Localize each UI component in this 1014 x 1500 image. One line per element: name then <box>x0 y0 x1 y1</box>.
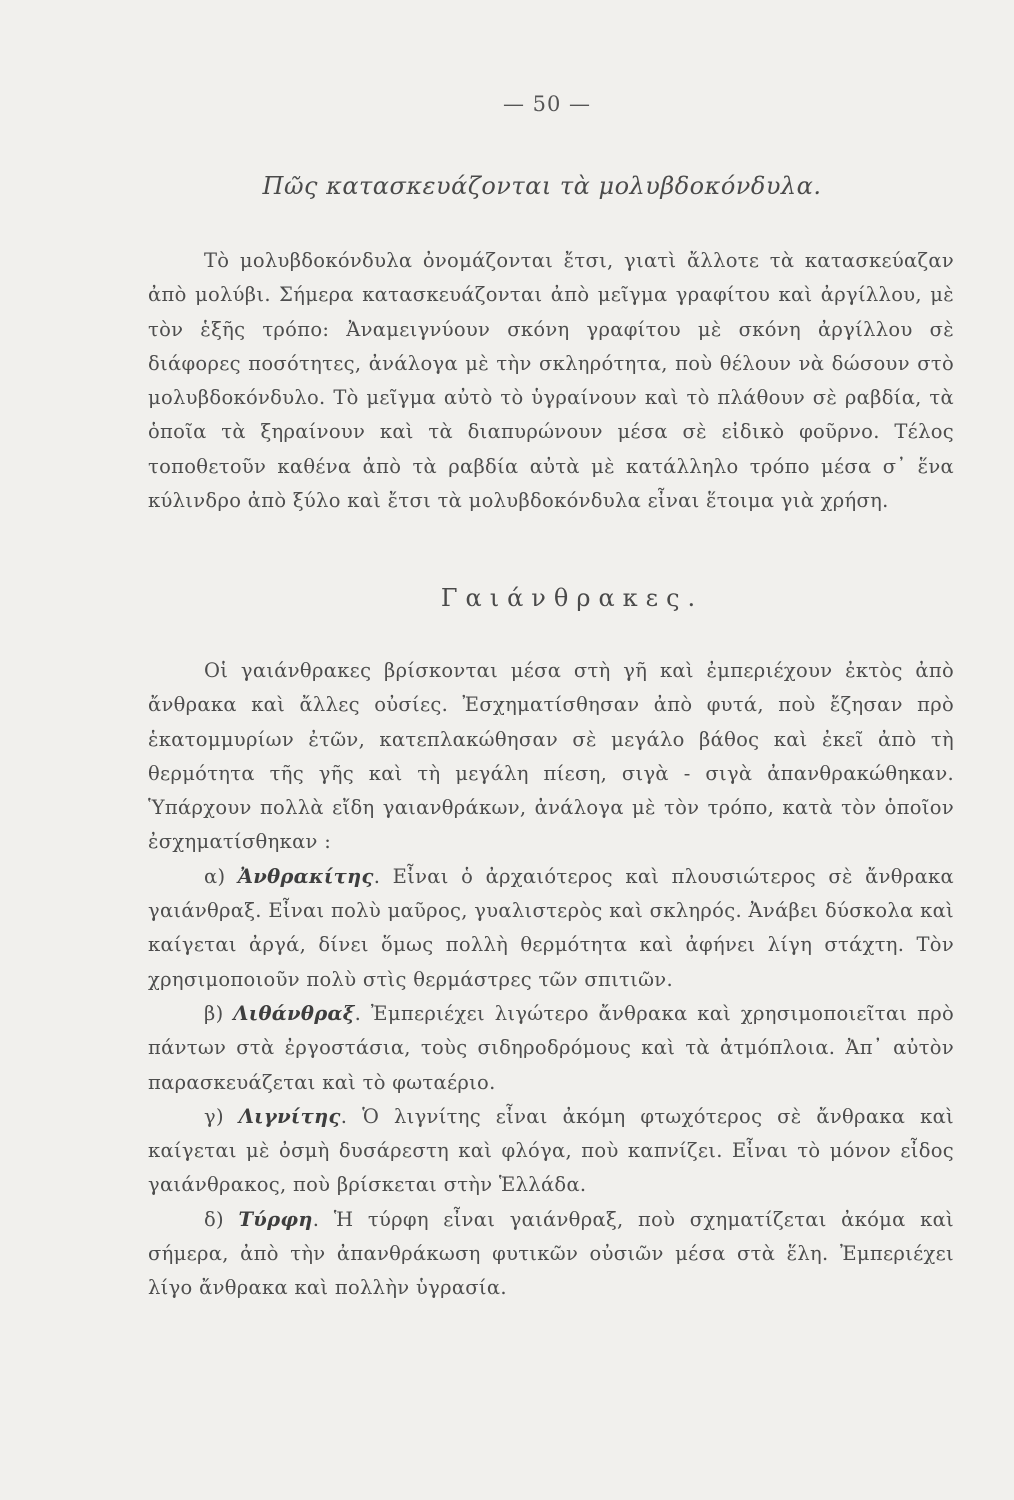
item-marker: δ) <box>204 1207 224 1231</box>
page-number: — 50 — <box>502 92 592 116</box>
section-text-block <box>148 654 954 1306</box>
item-text: . Ὁ λιγνίτης εἶναι ἀκόμη φτωχότερος σὲ ἄνθρακα καὶ καίγεται μὲ ὀσμὴ δυσάρεστη καὶ φλόγα, ποὺ καπνίζει. Εἶναι τὸ μόνον εἶδος γαιάνθρακος, ποὺ βρίσκεται στὴν Ἑλλάδα. <box>148 1104 954 1197</box>
item-text: . Ἡ τύρφη εἶναι γαιάνθραξ, ποὺ σχηματίζεται ἀκόμα καὶ σήμερα, ἀπὸ τὴν ἀπανθράκωση φυτικῶν οὐσιῶν μέσα στὰ ἕλη. Ἐμπεριέχει λίγο ἄνθρακα καὶ πολλὴν ὑγρασία. <box>148 1207 955 1300</box>
page-title: Πῶς κατασκευάζονται τὰ μολυβδοκόνδυλα. <box>262 172 822 200</box>
intro-paragraph: Τὸ μολυβδοκόνδυλα ὀνομάζονται ἔτσι, γιατὶ ἄλλοτε τὰ κατασκεύαζαν ἀπὸ μολύβι. Σήμερα κατασκευάζονται ἀπὸ μεῖγμα γραφίτου καὶ ἀργίλλου, μὲ τὸν ἑξῆς τρόπο: Ἀναμειγνύουν σκόνη γραφίτου μὲ σκόνη ἀργίλλου σὲ διάφορες ποσότητες, ἀνάλογα μὲ τὴν σκληρότητα, ποὺ θέλουν νὰ δώσουν στὸ μολυβδοκόνδυλο. Τὸ μεῖγμα αὐτὸ τὸ ὑγραίνουν καὶ τὸ πλάθουν σὲ ραβδία, τὰ ὁποῖα τὰ ξηραίνουν καὶ τὰ διαπυρώνουν μέσα σὲ εἰδικὸ φοῦρνο. Τέλος τοποθετοῦν καθένα ἀπὸ τὰ ραβδία αὐτὰ μὲ κατάλληλο τρόπο μέσα σ᾿ ἕνα κύλινδρο ἀπὸ ξύλο καὶ ἔτσι τὰ μολυβδοκόνδυλα εἶναι ἕτοιμα γιὰ χρήση. <box>148 249 954 513</box>
section-heading: Γαιάνθρακες. <box>440 584 704 612</box>
intro-text-block <box>148 244 954 518</box>
list-item <box>148 860 954 997</box>
item-text: . Εἶναι ὁ ἀρχαιότερος καὶ πλουσιώτερος σὲ ἄνθρακα γαιάνθραξ. Εἶναι πολὺ μαῦρος, γυαλιστερὸς καὶ σκληρός. Ἀνάβει δύσκολα καὶ καίγεται ἀργά, δίνει ὅμως πολλὴ θερμότητα καὶ ἀφήνει λίγη στάχτη. Τὸν χρησιμοποιοῦν πολὺ στὶς θερμάστρες τῶν σπιτιῶν. <box>148 864 955 991</box>
item-term: Τύρφη <box>238 1207 313 1231</box>
item-marker: γ) <box>204 1104 224 1128</box>
item-term: Λιθάνθραξ <box>233 1001 355 1025</box>
section-paragraph: Οἱ γαιάνθρακες βρίσκονται μέσα στὴ γῆ καὶ ἐμπεριέχουν ἐκτὸς ἀπὸ ἄνθρακα καὶ ἄλλες οὐσίες. Ἐσχηματίσθησαν ἀπὸ φυτά, ποὺ ἔζησαν πρὸ ἑκατομμυρίων ἐτῶν, κατεπλακώθησαν σὲ μεγάλο βάθος καὶ ἐκεῖ ἀπὸ τὴ θερμότητα τῆς γῆς καὶ τὴ μεγάλη πίεση, σιγὰ - σιγὰ ἀπανθρακώθηκαν. Ὑπάρχουν πολλὰ εἴδη γαιανθράκων, ἀνάλογα μὲ τὸν τρόπο, κατὰ τὸν ὁποῖον ἐσχηματίσθηκαν : <box>148 659 954 854</box>
item-text: . Ἐμπεριέχει λιγώτερο ἄνθρακα καὶ χρησιμοποιεῖται πρὸ πάντων στὰ ἐργοστάσια, τοὺς σιδηροδρόμους καὶ τὰ ἀτμόπλοια. Ἀπ᾿ αὐτὸν παρασκευάζεται καὶ τὸ φωταέριο. <box>148 1001 954 1094</box>
item-marker: α) <box>204 864 226 888</box>
list-item <box>148 1203 954 1306</box>
item-term: Λιγνίτης <box>238 1104 341 1128</box>
item-term: Ἀνθρακίτης <box>237 864 374 888</box>
item-marker: β) <box>204 1001 224 1025</box>
list-item <box>148 997 954 1100</box>
list-item <box>148 1100 954 1203</box>
